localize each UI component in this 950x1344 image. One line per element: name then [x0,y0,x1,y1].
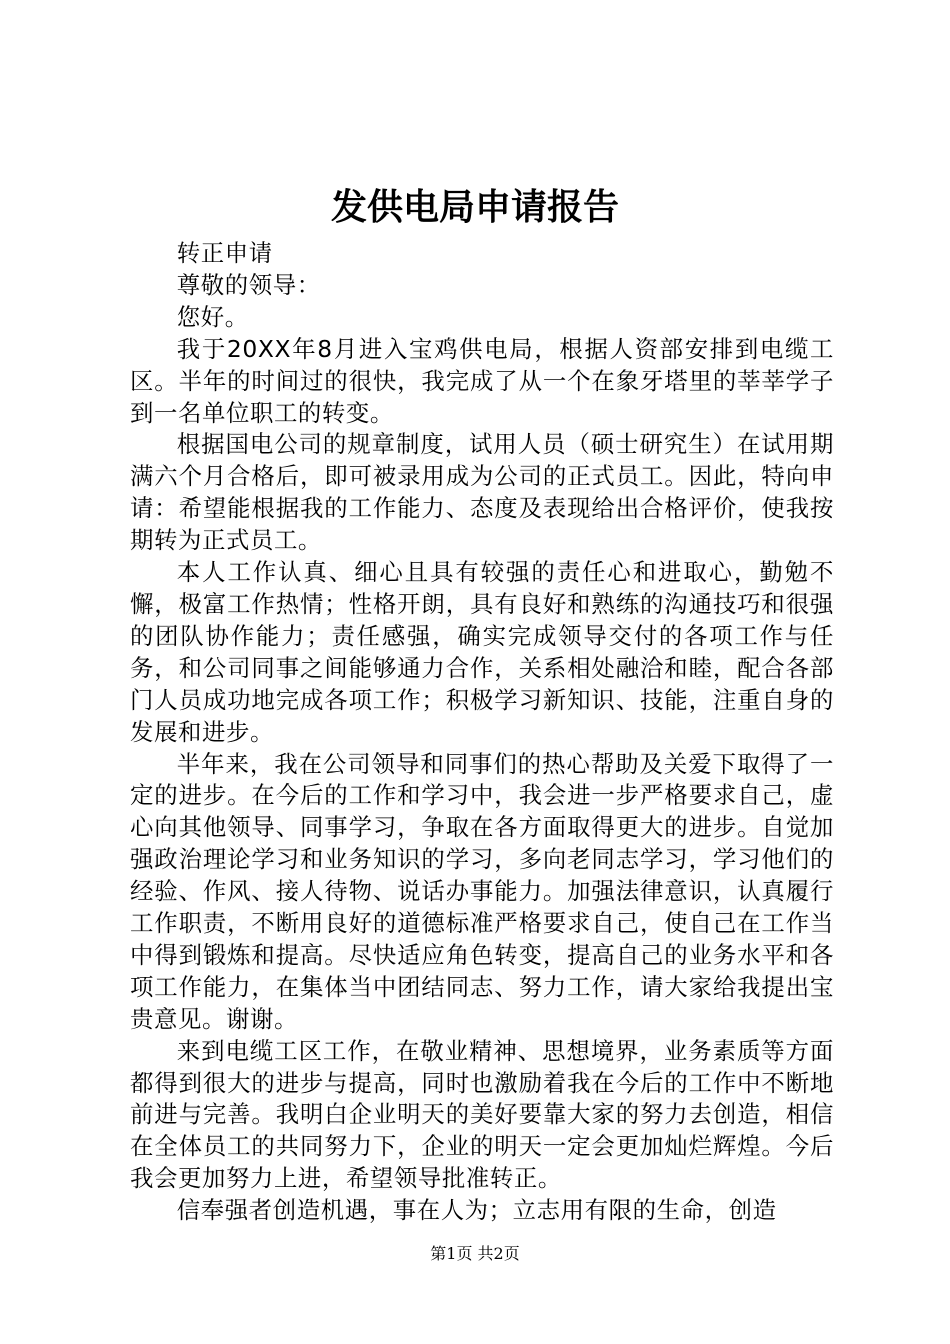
paragraph-greeting: 您好。 [176,302,249,331]
paragraph-heading: 转正申请 [176,239,273,267]
page-footer: 第1页 共2页 [430,1244,520,1263]
paragraph: 来到电缆工区工作，在敬业精神、思想境界，业务素质等方面都得到很大的进步与提高，同时也激励着我在今后的工作中不断地前进与完善。我明白企业明天的美好要靠大家的努力去创造，相信在全体员工的共同努力下，企业的明天一定会更加灿烂辉煌。今后我会更加努力上进，希望领导批准转正。 [130,1036,834,1193]
paragraph: 半年来，我在公司领导和同事们的热心帮助及关爱下取得了一定的进步。在今后的工作和学习中，我会进一步严格要求自己，虚心向其他领导、同事学习，争取在各方面取得更大的进步。自觉加强政治理论学习和业务知识的学习，多向老同志学习，学习他们的经验、作风、接人待物、说话办事能力。加强法律意识，认真履行工作职责，不断用良好的道德标准严格要求自己，使自己在工作当中得到锻炼和提高。尽快适应角色转变，提高自己的业务水平和各项工作能力，在集体当中团结同志、努力工作，请大家给我提出宝贵意见。谢谢。 [130,749,834,1033]
document-body [130,238,834,1227]
paragraph: 信奉强者创造机遇，事在人为；立志用有限的生命，创造 [176,1196,777,1225]
paragraph-salutation: 尊敬的领导： [176,270,321,299]
paragraph: 根据国电公司的规章制度，试用人员（硕士研究生）在试用期满六个月合格后，即可被录用成为公司的正式员工。因此，特向申请：希望能根据我的工作能力、态度及表现给出合格评价，使我按期转为正式员工。 [130,430,834,555]
document-title: 发供电局申请报告 [330,186,619,228]
paragraph: 我于20XX年8月进入宝鸡供电局，根据人资部安排到电缆工区。半年的时间过的很快，我完成了从一个在象牙塔里的莘莘学子到一名单位职工的转变。 [130,334,834,427]
paragraph: 本人工作认真、细心且具有较强的责任心和进取心，勤勉不懈，极富工作热情；性格开朗，具有良好和熟练的沟通技巧和很强的团队协作能力；责任感强，确实完成领导交付的各项工作与任务，和公司同事之间能够通力合作，关系相处融洽和睦，配合各部门人员成功地完成各项工作；积极学习新知识、技能，注重自身的发展和进步。 [130,558,834,746]
